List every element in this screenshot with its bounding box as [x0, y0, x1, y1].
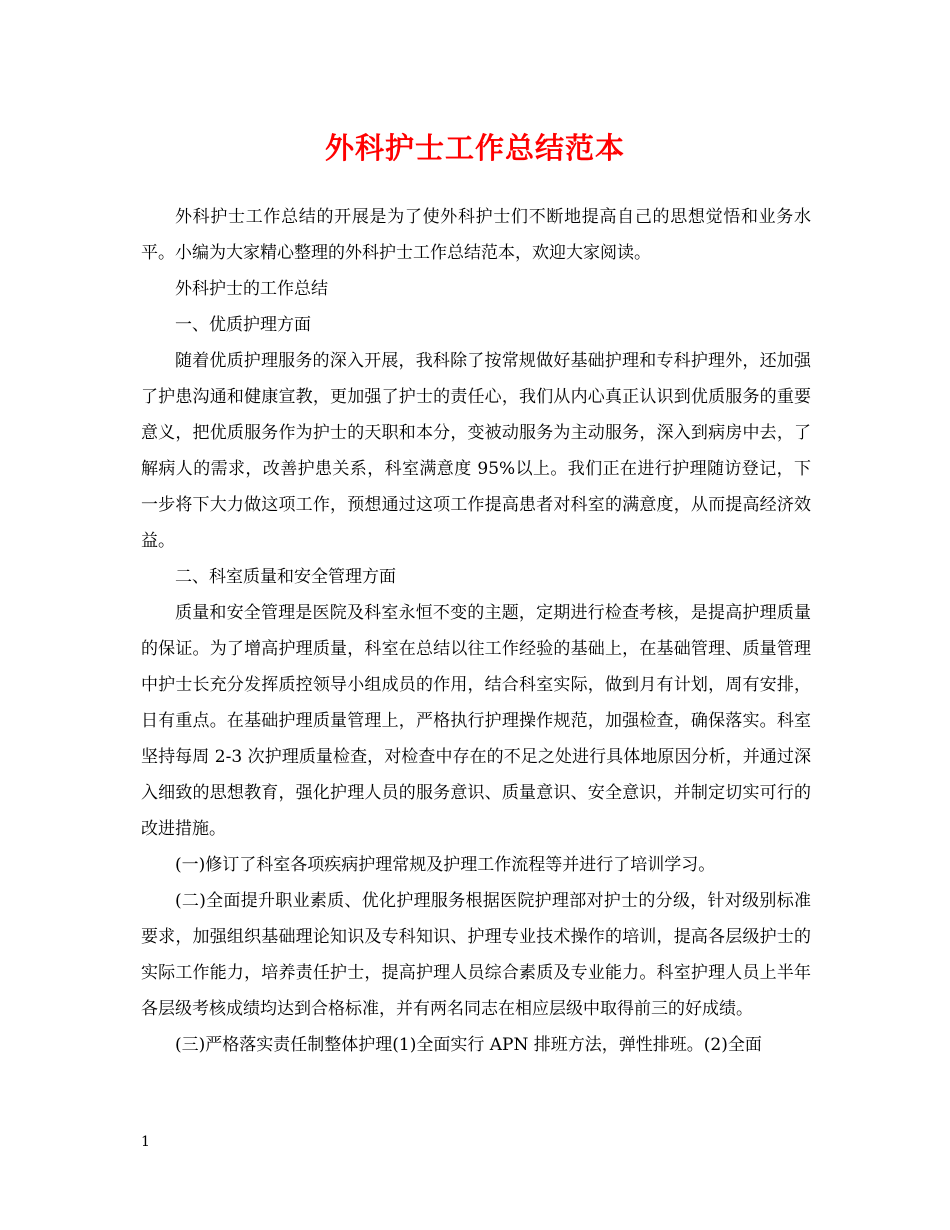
paragraph: (一)修订了科室各项疾病护理常规及护理工作流程等并进行了培训学习。	[175, 855, 716, 875]
document-body	[141, 199, 811, 1063]
section-heading: 一、优质护理方面	[175, 315, 311, 335]
paragraph: (二)全面提升职业素质、优化护理服务根据医院护理部对护士的分级，针对级别标准要求，加强组织基础理论知识及专科知识、护理专业技术操作的培训，提高各层级护士的实际工作能力，培养责任护士，提高护理人员综合素质及专业能力。科室护理人员上半年各层级考核成绩均达到合格标准，并有两名同志在相应层级中取得前三的好成绩。	[141, 891, 811, 1019]
paragraph: 质量和安全管理是医院及科室永恒不变的主题，定期进行检查考核，是提高护理质量的保证。为了增高护理质量，科室在总结以往工作经验的基础上，在基础管理、质量管理中护士长充分发挥质控领导小组成员的作用，结合科室实际，做到月有计划，周有安排，日有重点。在基础护理质量管理上，严格执行护理操作规范，加强检查，确保落实。科室坚持每周 2-3 次护理质量检查，对检查中存在的不足之处进行具体地原因分析，并通过深入细致的思想教育，强化护理人员的服务意识、质量意识、安全意识，并制定切实可行的改进措施。	[141, 603, 811, 839]
section-heading: 二、科室质量和安全管理方面	[175, 567, 396, 587]
paragraph: 外科护士工作总结的开展是为了使外科护士们不断地提高自己的思想觉悟和业务水平。小编为大家精心整理的外科护士工作总结范本，欢迎大家阅读。	[141, 207, 811, 263]
page-number: 1	[141, 1134, 150, 1150]
document-title: 外科护士工作总结范本	[324, 131, 625, 165]
paragraph: (三)严格落实责任制整体护理(1)全面实行 APN 排班方法，弹性排班。(2)全面	[175, 1035, 762, 1055]
paragraph: 随着优质护理服务的深入开展，我科除了按常规做好基础护理和专科护理外，还加强了护患沟通和健康宣教，更加强了护士的责任心，我们从内心真正认识到优质服务的重要意义，把优质服务作为护士的天职和本分，变被动服务为主动服务，深入到病房中去，了解病人的需求，改善护患关系，科室满意度 95%以上。我们正在进行护理随访登记，下一步将下大力做这项工作，预想通过这项工作提高患者对科室的满意度，从而提高经济效益。	[141, 351, 811, 551]
section-heading: 外科护士的工作总结	[175, 279, 328, 299]
